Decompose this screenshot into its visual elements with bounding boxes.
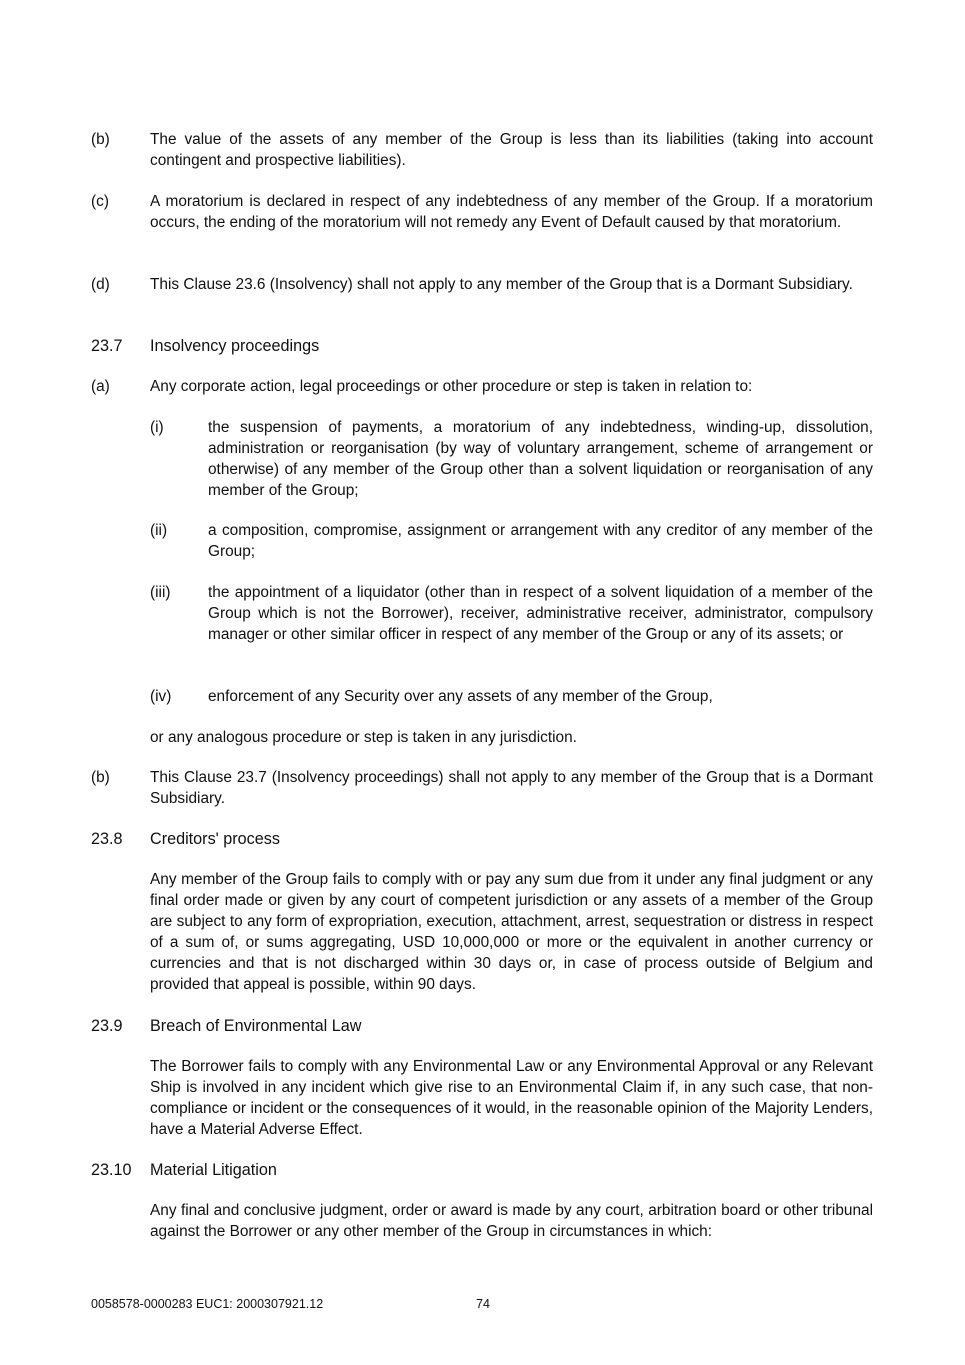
section-heading-23-10 [91,1160,873,1181]
sub-item-ii [150,520,873,562]
item-label: (a) [91,378,110,395]
item-text: A moratorium is declared in respect of any indebtedness of any member of the Group. If a moratorium occurs, the ending of the moratorium will not remedy any Event of Default caused by that moratorium. [150,193,873,231]
sub-item-label: (iv) [150,688,172,705]
clause-tail-text: or any analogous procedure or step is taken in any jurisdiction. [150,729,577,746]
section-body-23-10: Any final and conclusive judgment, order or award is made by any court, arbitration board or other tribunal against the Borrower or any other member of the Group in circumstances in which: [150,1202,873,1240]
section-heading-23-7 [91,336,873,357]
sub-item-label: (i) [150,419,164,436]
sub-item-iii [150,582,873,666]
item-text: This Clause 23.7 (Insolvency proceedings) shall not apply to any member of the Group that is a Dormant Subsidiary. [150,769,873,807]
sub-item-label: (ii) [150,522,168,539]
footer-doc-reference: 0058578-0000283 EUC1: 2000307921.12 [91,1297,324,1311]
section-number: 23.8 [91,830,123,848]
section-body-23-8: Any member of the Group fails to comply with or pay any sum due from it under any final judgment or any final order made or given by any court of competent jurisdiction or any assets of a member of the Group are subject to any form of expropriation, execution, attachment, arrest, sequestration or distress in respect of a sum of, or sums aggregating, USD 10,000,000 or more or the equivalent in another currency or currencies and that is not discharged within 30 days or, in case of process outside of Belgium and provided that appeal is possible, within 90 days. [150,871,873,993]
item-label: (d) [91,276,110,293]
sub-item-text: the appointment of a liquidator (other than in respect of a solvent liquidation of a member of the Group which is not the Borrower), receiver, administrative receiver, administrator, compulsory manager or other similar officer in respect of any member of the Group or any of its assets; or [208,584,873,643]
section-heading-23-8 [91,829,873,850]
section-number: 23.10 [91,1161,132,1179]
item-text: Any corporate action, legal proceedings or other procedure or step is taken in relation to: [150,378,753,395]
item-label: (b) [91,131,110,148]
section-heading-23-9 [91,1016,873,1037]
section-number: 23.9 [91,1017,123,1035]
section-title: Insolvency proceedings [150,337,320,355]
sub-item-text: the suspension of payments, a moratorium of any indebtedness, winding-up, dissolution, administration or reorganisation (by way of voluntary arrangement, scheme of arrangement or otherwise) of any member of the Group other than a solvent liquidation or reorganisation of any member of the Group; [208,419,873,499]
clause-item-b-2 [91,767,873,809]
section-title: Breach of Environmental Law [150,1017,362,1035]
section-title: Material Litigation [150,1161,277,1179]
sub-item-iv [150,686,873,707]
clause-item-c [91,191,873,254]
clause-item-a [91,376,873,397]
section-number: 23.7 [91,337,123,355]
section-body-23-9: The Borrower fails to comply with any Environmental Law or any Environmental Approval or any Relevant Ship is involved in any incident which give rise to an Environmental Claim if, in any such case, that non-compliance or incident or the consequences of it would, in the reasonable opinion of the Majority Lenders, have a Material Adverse Effect. [150,1058,873,1138]
clause-item-d [91,274,873,316]
item-label: (b) [91,769,110,786]
sub-item-text: a composition, compromise, assignment or arrangement with any creditor of any member of the Group; [208,522,873,560]
item-label: (c) [91,193,109,210]
footer-page-number: 74 [476,1297,490,1311]
item-text: The value of the assets of any member of the Group is less than its liabilities (taking into account contingent and prospective liabilities). [150,131,873,169]
sub-item-i [150,417,873,501]
sub-item-label: (iii) [150,584,171,601]
item-text: This Clause 23.6 (Insolvency) shall not apply to any member of the Group that is a Dormant Subsidiary. [150,276,853,293]
section-title: Creditors' process [150,830,280,848]
clause-item-b [91,129,873,171]
sub-item-text: enforcement of any Security over any assets of any member of the Group, [208,688,713,705]
